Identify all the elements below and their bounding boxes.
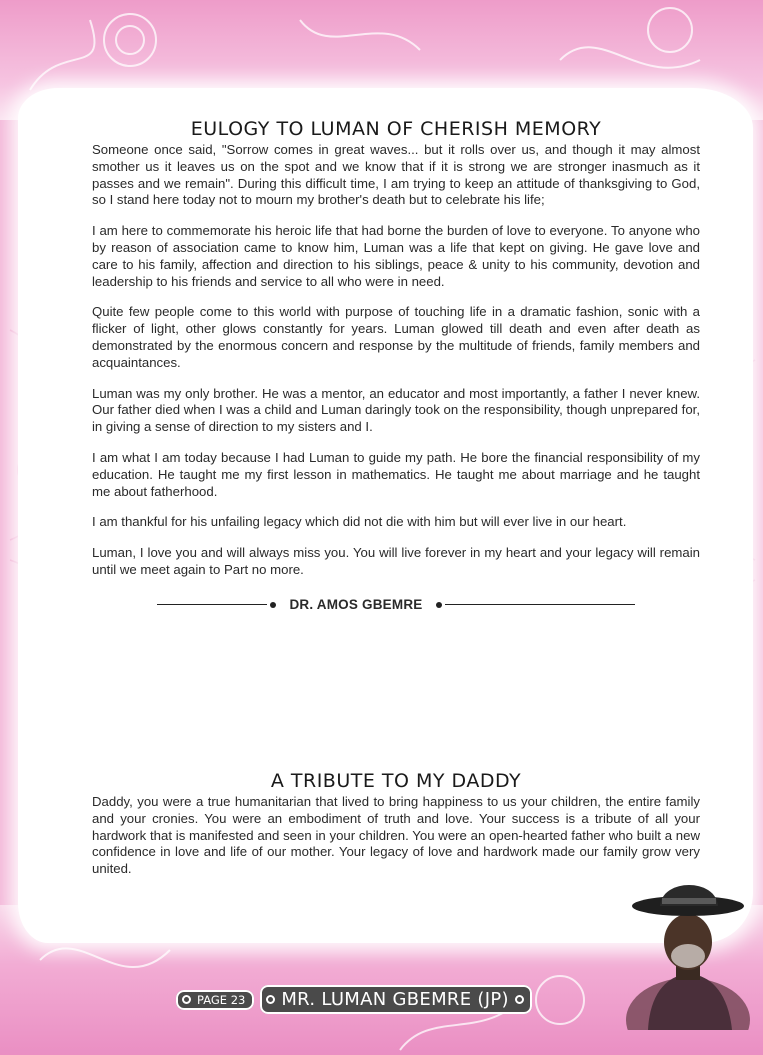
signature-rule-right: [445, 604, 635, 605]
name-banner-label: MR. LUMAN GBEMRE (JP): [281, 989, 509, 1010]
bullet-dot-icon: [436, 602, 442, 608]
portrait-photo-icon: [620, 870, 750, 1030]
eulogy-paragraph: Luman was my only brother. He was a mentor, an educator and most importantly, a father I never knew. Our father died when I was a child and Luman daringly took on the responsibility, though unprepared for, in giving a sense of direction to my sisters and I.: [92, 385, 700, 435]
signature-rule-left: [157, 604, 267, 605]
tribute-title: A TRIBUTE TO MY DADDY: [270, 770, 522, 792]
eulogy-paragraph: I am here to commemorate his heroic life that had borne the burden of love to everyone. To anyone who by reason of association came to know him, Luman was a life that kept on giving. He gave love and care to his family, affection and direction to his siblings, peace & unity to his community, devotion and leadership to his friends and service to all who were in need.: [92, 223, 700, 289]
signature-row: [92, 593, 700, 617]
page-footer: [176, 985, 532, 1014]
tribute-paragraph: Daddy, you were a true humanitarian that lived to bring happiness to us your children, the entire family and your cronies. You were an embodiment of truth and love. Your success is a tribute of all your hardwork that is manifested and seen in your children. You were an open-hearted father who built a new confidence in love and life of our mother. Your legacy of love and hardwork made our family grow very united.: [92, 794, 700, 877]
eulogy-paragraph: Quite few people come to this world with purpose of touching life in a dramatic fashion, sonic with a flicker of light, other glows constantly for years. Luman glowed till death and even after death as demonstrated by the enormous concern and response by the multitude of friends, family members and acquaintances.: [92, 304, 700, 370]
ring-icon: [515, 995, 524, 1004]
name-banner: [260, 985, 532, 1014]
bullet-dot-icon: [270, 602, 276, 608]
eulogy-title: EULOGY TO LUMAN OF CHERISH MEMORY: [190, 118, 602, 140]
ring-icon: [266, 995, 275, 1004]
signature-name: DR. AMOS GBEMRE: [289, 597, 423, 613]
page-number-badge: [176, 990, 254, 1010]
eulogy-paragraph: Luman, I love you and will always miss you. You will live forever in my heart and your legacy will remain until we meet again to Part no more.: [92, 545, 700, 577]
tribute-section: [92, 770, 700, 892]
page-number-label: PAGE 23: [197, 992, 246, 1007]
eulogy-section: [92, 118, 700, 617]
ring-icon: [182, 995, 191, 1004]
eulogy-paragraph: I am what I am today because I had Luman to guide my path. He bore the financial responsibility of my education. He taught me my first lesson in mathematics. He taught me about marriage and he taught me about fatherhood.: [92, 449, 700, 499]
eulogy-paragraph: I am thankful for his unfailing legacy which did not die with him but will ever live in our heart.: [92, 514, 627, 530]
eulogy-paragraph: Someone once said, "Sorrow comes in great waves... but it rolls over us, and though it may almost smother us it leaves us on the spot and we know that if it is strong we are stronger inasmuch as it passes and we remain". During this difficult time, I am trying to keep an attitude of thanksgiving to God, so I stand here today not to mourn my brother's death but to celebrate his life;: [92, 142, 700, 208]
